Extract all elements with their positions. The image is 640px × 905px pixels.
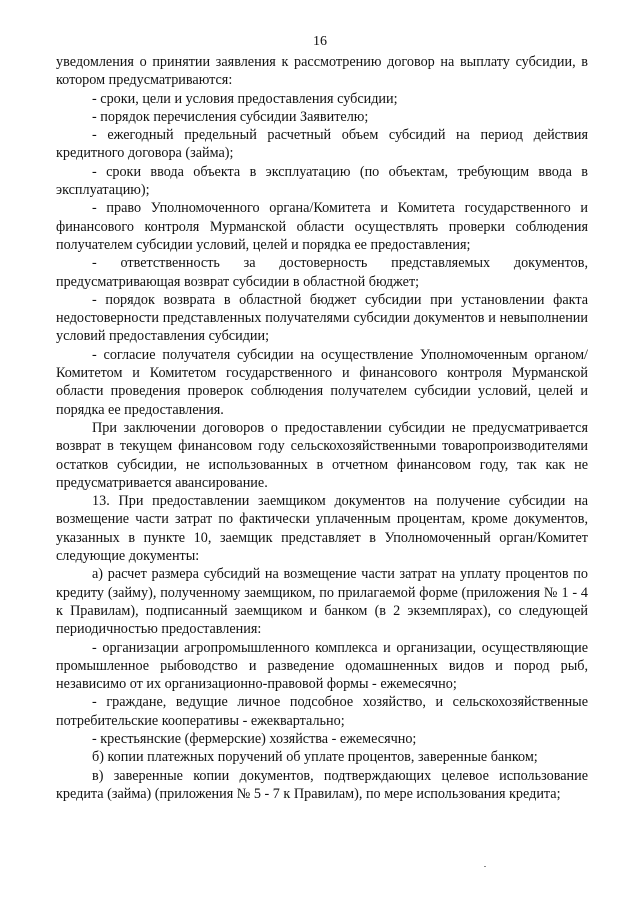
paragraph-intro: уведомления о принятии заявления к рассмотрению договор на выплату субсидии, в котором предусматриваются:: [56, 54, 588, 89]
document-body: [56, 53, 588, 803]
list-item-farms: - крестьянские (фермерские) хозяйства - ежемесячно;: [92, 730, 417, 747]
list-item-responsibility: - ответственность за достоверность представляемых документов, предусматривающая возврат субсидии в областной бюджет;: [56, 255, 588, 290]
list-item-organizations: - организации агропромышленного комплекса и организации, осуществляющие промышленное рыбоводство и разведение одомашненных видов и пород рыб, независимо от их организационно-правовой формы - ежемесячно;: [56, 639, 588, 693]
list-item-terms: - сроки, цели и условия предоставления субсидии;: [92, 90, 398, 107]
scan-speck: [484, 866, 486, 867]
list-item-citizens: - граждане, ведущие личное подсобное хозяйство, и сельскохозяйственные потребительские кооперативы - ежеквартально;: [56, 694, 588, 729]
list-item-commissioning: - сроки ввода объекта в эксплуатацию (по объектам, требующим ввода в эксплуатацию);: [56, 163, 588, 199]
paragraph-section-13: 13. При предоставлении заемщиком документов на получение субсидии на возмещение части затрат по фактически уплаченным процентам, кроме документов, указанных в пункте 10, заемщик представляет в Уполномоченный орган/Комитет следующие документы:: [56, 493, 588, 565]
list-item-inspection-right: - право Уполномоченного органа/Комитета и Комитета государственного и финансового контроля Мурманской области осуществлять проверки соблюдения получателем субсидии условий, целей и порядка ее предоставления;: [56, 200, 588, 253]
list-item-a-calculation: а) расчет размера субсидий на возмещение части затрат на уплату процентов по кредиту (займу), полученному заемщиком, по прилагаемой форме (приложения № 1 - 4 к Правилам), подписанный заемщиком и банком (в 2 экземплярах), со следующей периодичностью предоставления:: [56, 566, 588, 638]
list-item-consent: - согласие получателя субсидии на осуществление Уполномоченным органом/Комитетом и Комитетом государственного и финансового контроля Мурманской области проведения проверок соблюдения получателем субсидии условий, целей и порядка ее предоставления.: [56, 346, 588, 418]
list-item-transfer-order: - порядок перечисления субсидии Заявителю;: [92, 108, 369, 125]
paragraph-no-return: При заключении договоров о предоставлении субсидии не предусматривается возврат в текущем финансовом году сельскохозяйственными товаропроизводителями остатков субсидии, не использованных в отчетном финансовом году, так как не предусматривается авансирование.: [56, 419, 588, 491]
page-number: 16: [313, 34, 327, 49]
list-item-return-procedure: - порядок возврата в областной бюджет субсидии при установлении факта недостоверности представленных получателями субсидии документов и невыполнении условий предоставления субсидии;: [56, 291, 588, 345]
list-item-annual-limit: - ежегодный предельный расчетный объем субсидий на период действия кредитного договора (займа);: [56, 127, 588, 162]
list-item-c-documents: в) заверенные копии документов, подтверждающих целевое использование кредита (займа) (приложения № 5 - 7 к Правилам), по мере использования кредита;: [56, 767, 588, 802]
list-item-b-payments: б) копии платежных поручений об уплате процентов, заверенные банком;: [92, 749, 538, 766]
